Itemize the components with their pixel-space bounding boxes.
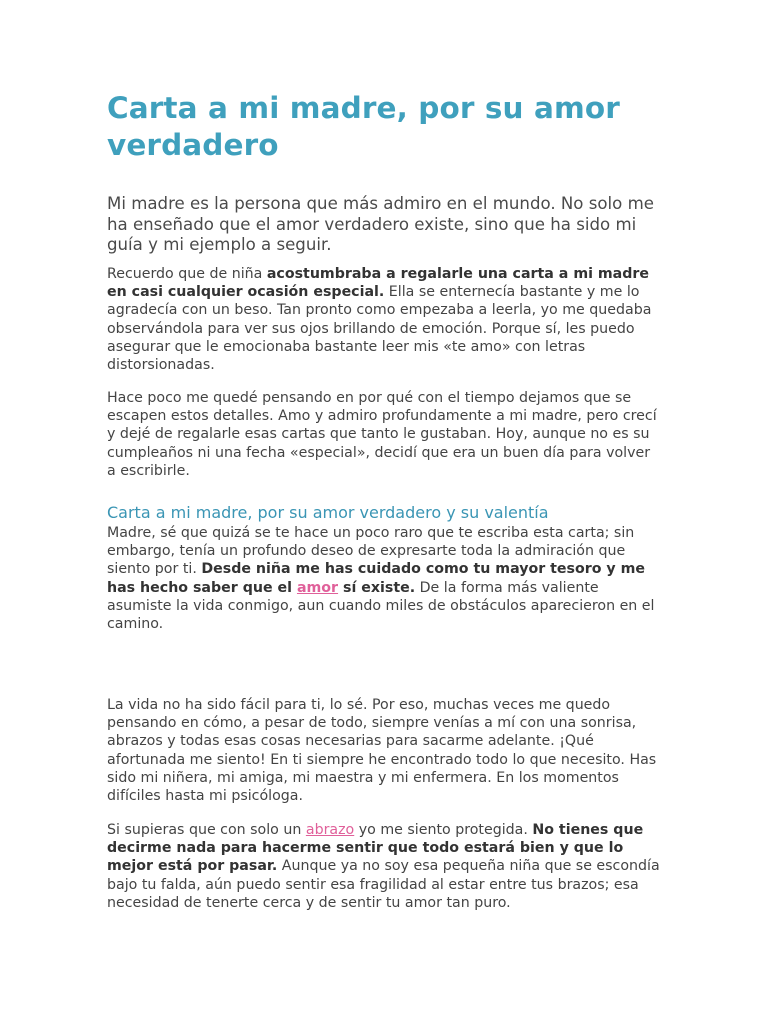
paragraph-1 bbox=[107, 265, 663, 374]
p3-bold-c: sí existe. bbox=[338, 579, 416, 596]
paragraph-3 bbox=[107, 524, 663, 633]
p1-text-c: Ella se enternecía bastante y me lo agradecía con un beso. Tan pronto como empezaba a leerla, yo me quedaba observándola para ver sus ojos brillando de emoción. Porque sí, les puedo asegurar que le emocionaba bastante leer mis «te amo» con letras distorsionadas. bbox=[107, 284, 652, 374]
section-subheading: Carta a mi madre, por su amor verdadero y su valentía bbox=[107, 503, 549, 522]
lead-paragraph: Mi madre es la persona que más admiro en el mundo. No solo me ha enseñado que el amor verdadero existe, sino que ha sido mi guía y mi ejemplo a seguir. bbox=[107, 194, 654, 254]
p5-bold: No tienes que decirme nada para hacerme sentir que todo estará bien y que lo mejor está por pasar. bbox=[107, 822, 644, 875]
paragraph-2: Hace poco me quedé pensando en por qué con el tiempo dejamos que se escapen estos detalles. Amo y admiro profundamente a mi madre, pero crecí y dejé de regalarle esas cartas que tanto le gustaban. Hoy, aunque no es su cumpleaños ni una fecha «especial», decidí que era un buen día para volver a escribirle. bbox=[107, 390, 657, 479]
abrazo-link[interactable]: abrazo bbox=[305, 822, 355, 838]
p5-text-a: Si supieras que con solo un bbox=[107, 822, 306, 838]
p3-bold-a: Desde niña me has cuidado como tu mayor tesoro y me has hecho saber que el bbox=[107, 561, 646, 596]
p1-bold: acostumbraba a regalarle una carta a mi madre en casi cualquier ocasión especial. bbox=[107, 266, 650, 301]
p1-text-a: Recuerdo que de niña bbox=[107, 266, 267, 282]
p3-text-a: Madre, sé que quizá se te hace un poco raro que te escriba esta carta; sin embargo, tenía un profundo deseo de expresarte toda la admiración que siento por ti. bbox=[107, 525, 635, 578]
article-title: Carta a mi madre, por su amor verdadero bbox=[107, 91, 620, 162]
p5-text-b: yo me siento protegida. bbox=[354, 822, 533, 838]
paragraph-5 bbox=[107, 821, 663, 912]
amor-link[interactable]: amor bbox=[296, 579, 339, 596]
p5-text-d: Aunque ya no soy esa pequeña niña que se escondía bajo tu falda, aún puedo sentir esa fragilidad al estar entre tus brazos; esa necesidad de tenerte cerca y de sentir tu amor tan puro. bbox=[107, 858, 660, 911]
p3-text-d: De la forma más valiente asumiste la vida conmigo, aun cuando miles de obstáculos aparecieron en el camino. bbox=[107, 579, 655, 633]
paragraph-4: La vida no ha sido fácil para ti, lo sé. Por eso, muchas veces me quedo pensando en cómo, a pesar de todo, siempre venías a mí con una sonrisa, abrazos y todas esas cosas necesarias para sacarme adelante. ¡Qué afortunada me siento! En ti siempre he encontrado todo lo que necesito. Has sido mi niñera, mi amiga, mi maestra y mi enfermera. En los momentos difíciles hasta mi psicóloga. bbox=[107, 697, 657, 805]
